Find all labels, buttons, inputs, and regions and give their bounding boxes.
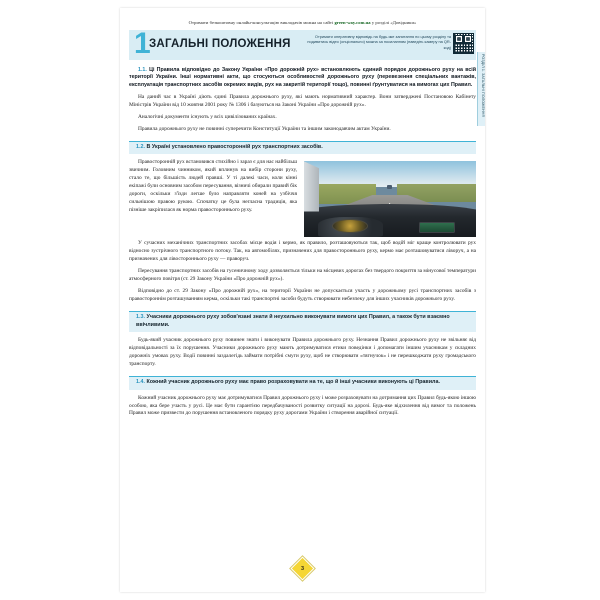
- rule-1-2-paragraph-4: Відповідно до ст. 29 Закону «Про дорожній рух», на території України не допускається участь у дорожньому русі транспортних засобів з правостороннім розташуванням керма, оскільки такі транспортні засоби будуть створювати небезпеку для інших учасників дорожнього руху.: [129, 288, 476, 303]
- rule-1-4-paragraph-1: Кожний учасник дорожнього руху має дотримуватися Правил дорожнього руху і може розраховувати на дотримання цих Правил будь-якою іншою особою, яка бере участь у русі. Це має бути гарантією передбачуваності розвитку ситуації на дорозі. Будь-яке відхилення від вимог та положень Правил може призвести до порушення встановленого порядку руху дорогами України і створення аварійної ситуації.: [129, 394, 476, 417]
- qr-instruction-text: Отримати оперативну відповідь на будь-яке запитання по цьому розділу та подивитись відео (опціонально) можна за посиланням (наведіть камеру на QR-код): [307, 33, 451, 51]
- rule-1-1-heading: [129, 67, 476, 90]
- driver-view-figure: [304, 161, 476, 237]
- document-body: [120, 8, 485, 418]
- rule-1-3-number: 1.3.: [136, 314, 145, 321]
- running-head: [129, 20, 476, 30]
- photo-distant-vehicle: [387, 185, 392, 189]
- chapter-number: 1: [134, 26, 151, 60]
- photo-instrument-cluster: [332, 219, 368, 233]
- photo-center-display: [419, 222, 455, 233]
- photo-a-pillar: [304, 161, 319, 211]
- qr-code-icon[interactable]: [453, 33, 474, 54]
- rule-1-2-number: 1.2.: [136, 144, 145, 151]
- rule-1-1-heading-text: Ці Правила відповідно до Закону України «Про дорожній рух» встановлюють єдиний порядок дорожнього руху на всій території України. Інші нормативні акти, що стосуються особливостей дорожнього руху (перевезення спеціальних вантажів, експлуатація транспортних засобів окремих видів, рух на закритій території тощо), повинні ґрунтуватися на вимогах цих Правил.: [129, 66, 476, 89]
- rule-1-3-heading-text: Учасники дорожнього руху зобов'язані знати й неухильно виконувати вимоги цих Правил, а також бути взаємно ввічливими.: [136, 314, 450, 328]
- rule-1-4-number: 1.4.: [136, 379, 145, 386]
- rule-1-3-paragraph-1: Будь-який учасник дорожнього руху повинен знати і виконувати Правила дорожнього руху. Незнання Правил дорожнього руху не звільняє від відповідальності за їх порушення. Учасники дорожнього руху мають дотримуватися етики поведінки і допомагати іншим учасникам у складних дорожніх умовах руху. Водії повинні заздалегідь займати потрібні смуги руху, щоб не створювати «тягнучок» і не перешкоджати руху громадського транспорту.: [129, 337, 476, 367]
- running-head-suffix: у розділі «Довідники»: [370, 20, 417, 25]
- rule-1-2-heading-text: В Україні установлено правосторонній рух транспортних засобів.: [146, 144, 323, 151]
- driver-view-photo: [304, 161, 476, 237]
- chapter-title: ЗАГАЛЬНІ ПОЛОЖЕННЯ: [149, 37, 291, 50]
- rule-1-4-heading: [129, 376, 476, 390]
- rule-1-2-heading: [129, 141, 476, 155]
- page-footer: [120, 560, 485, 582]
- rule-1-2-paragraph-1: Правосторонній рух встановився стихійно і зараз є для нас найбільш звичним. Головним чинником, який вплинув на вибір сторони руху, стало те, що більшість людей правші. У ті далекі часи, коли кінні екіпажі були основним засобом пересування, візничі обирали правий бік дороги, оскільки з'їзди легше було направляти коней на узбіччя сильнішою правою рукою. Спочатку це була негласна традиція, яка пізніше закріпилася як норма правостороннього руху.: [129, 159, 297, 214]
- rule-1-1-paragraph-3: Правила дорожнього руху не повинні суперечити Конституції України та іншим законодавчим актам України.: [138, 125, 391, 132]
- section-side-tab-label: РОЗДІЛ 1. ЗАГАЛЬНІ ПОЛОЖЕННЯ: [481, 54, 485, 118]
- chapter-header-band: [129, 26, 476, 60]
- rule-1-1-number: 1.1.: [138, 66, 147, 73]
- rule-1-3-heading: [129, 311, 476, 332]
- document-sheet: [120, 8, 485, 592]
- rule-1-4-heading-text: Кожний учасник дорожнього руху має право розраховувати на те, що й інші учасники виконують ці Правила.: [146, 379, 440, 386]
- running-head-prefix: Отримати безкоштовну онлайн-консультацію викладачів можна на сайті: [188, 20, 335, 25]
- rule-1-1-paragraph-1: На даний час в Україні діють єдині Правила дорожнього руху, які мають нормативний характер. Вони затверджені Постановою Кабінету Міністрів України від 10 жовтня 2001 року № 1306 і базуються на Законі України «Про дорожній рух».: [129, 93, 476, 108]
- running-head-site-link[interactable]: green-way.com.ua: [334, 20, 371, 25]
- priority-road-diamond-icon: [290, 556, 314, 580]
- rule-1-1-paragraph-2: Аналогічні документи існують у всіх цивілізованих країнах.: [138, 113, 277, 120]
- rule-1-2-paragraph-2: У сучасних механічних транспортних засобах місце водія і кермо, як правило, розташовуються так, щоб водій міг краще контролювати рух відносно зустрічного транспортного потоку. Так, на автомобілях, призначених для правостороннього руху, кермо має розташовуватися ліворуч, а на призначених для лівостороннього руху — праворуч.: [129, 240, 476, 263]
- page-number: 3: [300, 565, 305, 572]
- section-side-tab: [477, 52, 485, 126]
- rule-1-2-paragraph-3: Пересування транспортних засобів на гусеничному ходу дозволяється тільки на місцевих дорогах без твердого покриття за мінусової температури атмосферного повітря (ст. 29 Закону України «Про дорожній рух»).: [129, 268, 476, 283]
